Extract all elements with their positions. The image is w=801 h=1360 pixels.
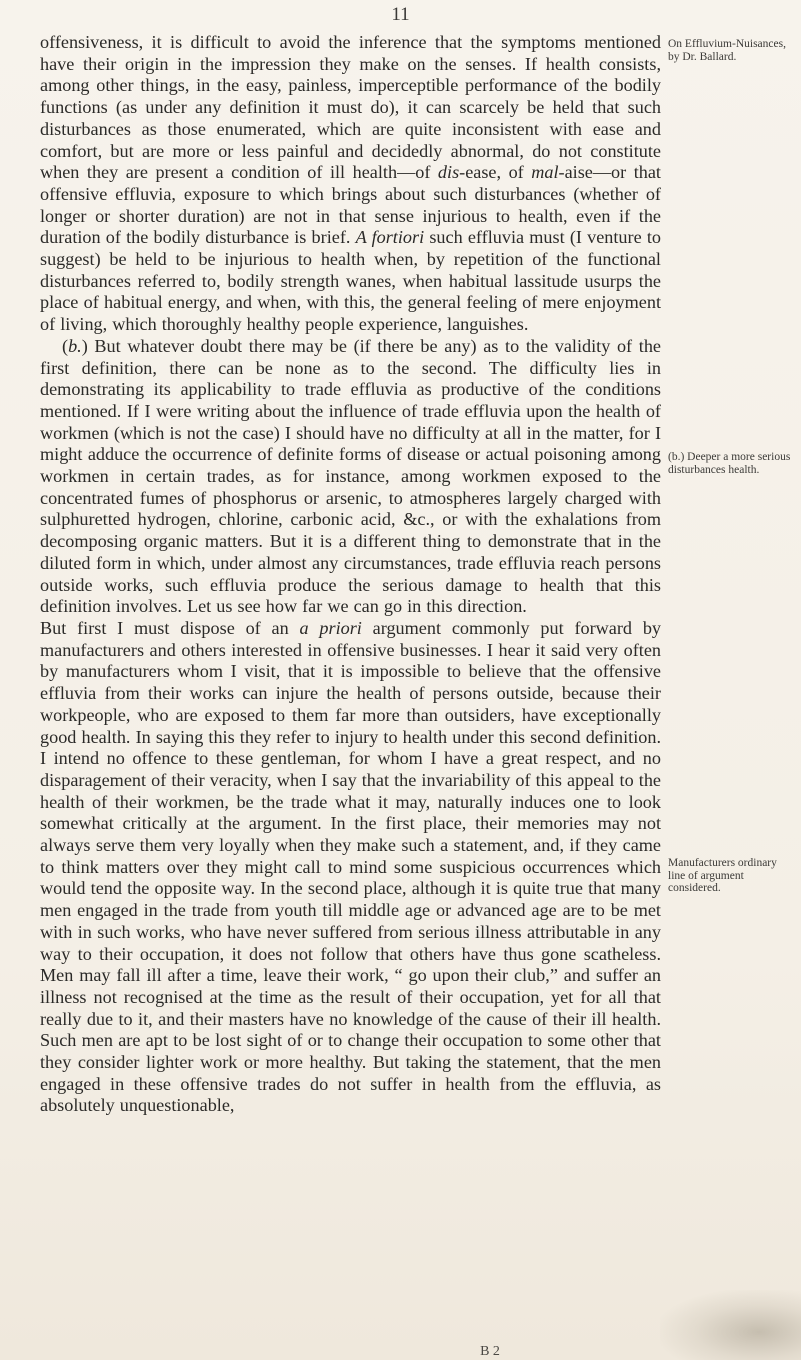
italic-text: mal — [531, 162, 559, 183]
page-number: 11 — [391, 4, 410, 25]
text-run: such effluvia must (I venture to suggest) be held to be injurious to health when, by repetition of the functional disturbances referred to, bodily strength wanes, when habitual lassitude usurps the place of habitual energy, and when, with this, the general feeling of mere enjoyment of living, which thoroughly healthy people experience, languishes. — [40, 227, 661, 335]
text-run: offensiveness, it is difficult to avoid the inference that the symptoms mentioned have their origin in the impression they make on the senses. If health consists, among other things, in the easy, painless, imperceptible performance of the bodily functions (as under any definition it must do), it can scarcely be held that such disturbances as those enumerated, which are quite inconsistent with ease and comfort, but are more or less painful and decidedly abnormal, do not constitute when they are present a condition of ill health—of — [40, 32, 661, 183]
italic-text: dis — [437, 162, 460, 183]
paper-stain — [660, 1290, 801, 1360]
paragraph-1 — [40, 32, 661, 336]
text-run: ) But whatever doubt there may be (if there be any) as to the validity of the first definition, there can be none as to the second. The difficulty lies in demonstrating its applicability to trade effluvia as productive of the conditions mentioned. If I were writing about the influence of trade effluvia upon the health of workmen (which is not the case) I should have no difficulty at all in the matter, for I might adduce the occurrence of definite forms of disease or actual poisoning among workmen in certain trades, as for instance, among workmen exposed to the concentrated fumes of phosphorus or arsenic, to atmospheres largely charged with sulphuretted hydrogen, chlorine, carbonic acid, &c., or with the exhalations from decomposing organic matters. But it is a different thing to demonstrate that in the diluted form in which, under almost any circumstances, trade effluvia reach persons outside works, such effluvia produce the serious damage to health that this definition involves. Let us see how far we can go in this direction. — [40, 335, 661, 617]
italic-text: b. — [68, 335, 82, 356]
margin-note-manufacturers: Manufacturers ordinary line of argument considered. — [668, 857, 777, 894]
paragraph-2 — [40, 336, 661, 618]
text-run: argument commonly put forward by manufacturers and others interested in offensive businesses. I hear it said very often by manufacturers whom I visit, that it is impossible to believe that the offensive effluvia from their works can injure the health of persons outside, because their workpeople, who are exposed to them far more than outsiders, have exceptionally good health. In saying this they refer to injury to health under this second definition. I intend no offence to these gentleman, for whom I have a great respect, and no disparagement of their veracity, when I say that the invariability of this appeal to the health of their workmen, be the trade what it may, naturally induces one to look somewhat critically at the argument. In the first place, their memories may not always serve them very loyally when they make such a statement, and, if they came to think matters over they might call to mind some suspicious occurrences which would tend the opposite way. In the second place, although it is quite true that many men engaged in the trade from youth till middle age or advanced age are to be met with in such works, who have never suffered from serious illness attributable in any way to their occupation, it does not follow that others have thus gone scatheless. Men may fall ill after a time, leave their work, “ go upon their club,” and suffer an illness not recognised at the time as the result of their occupation, yet for all that really due to it, and their masters have no knowledge of the cause of their ill health. Such men are apt to be lost sight of or to change their occupation to some other that they consider lighter work or more healthy. But taking the statement, that the men engaged in these offensive trades do not suffer in health from the effluvia, as absolutely unquestionable, — [40, 617, 662, 1116]
text-run: -ease, of — [459, 162, 532, 183]
text-run: ( — [62, 335, 69, 356]
margin-note-effluvium: On Effluvium-Nuisances, by Dr. Ballard. — [668, 38, 786, 63]
margin-note-definition-b: (b.) Deeper a more serious disturbances health. — [668, 451, 791, 476]
italic-text: A fortiori — [355, 227, 425, 248]
body-text — [40, 32, 661, 1117]
paragraph-3 — [40, 618, 661, 1117]
text-run: But first I must dispose of an — [40, 617, 300, 638]
signature-mark: B 2 — [480, 1344, 500, 1359]
text-run: -aise—or that offensive effluvia, exposure to which brings about such disturbances (whether of longer or shorter duration) are not in that sense injurious to health, even if the duration of the bodily disturbance is brief. — [40, 162, 661, 248]
italic-text: a priori — [299, 617, 362, 638]
